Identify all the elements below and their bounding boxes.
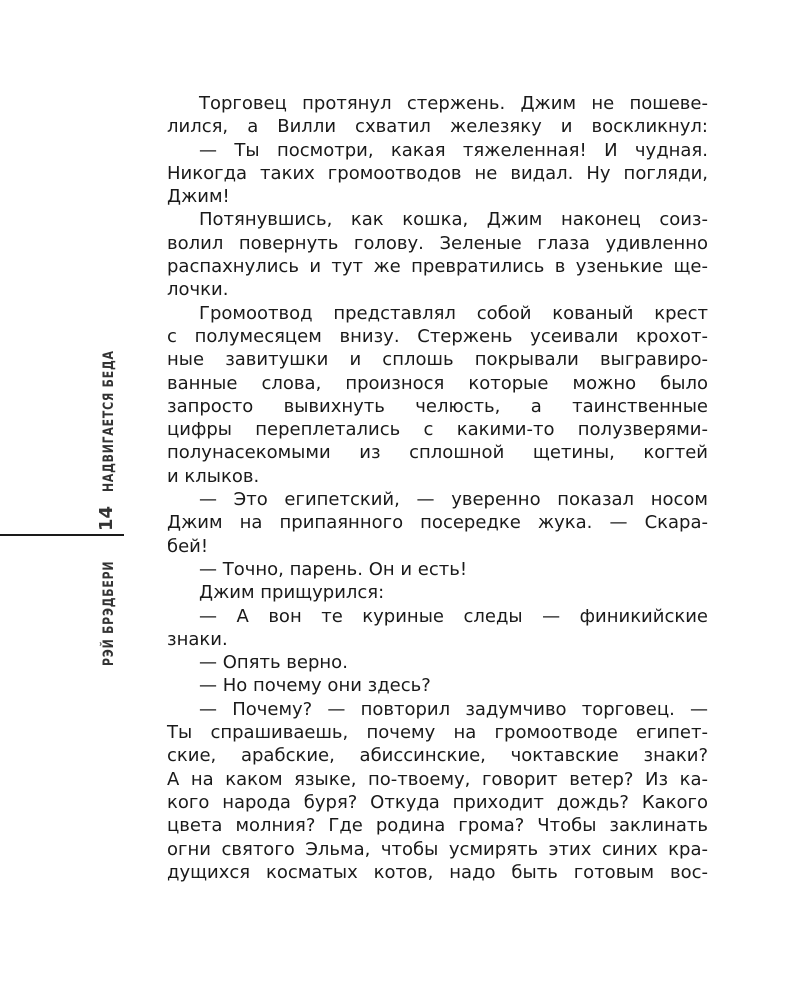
text-line: ские, арабские, абиссинские, чоктавские знаки?	[167, 745, 708, 767]
text-line: бей!	[167, 535, 209, 557]
text-line: с полумесяцем внизу. Стержень усеивали крохот-	[167, 325, 708, 347]
text-line: Джим!	[167, 186, 230, 208]
text-line: Джим на припаянного посередке жука. — Скара-	[167, 512, 708, 534]
book-title: НАДВИГАЕТСЯ БЕДА	[101, 350, 117, 492]
text-line: Громоотвод представлял собой кованый крест	[199, 302, 708, 324]
text-line: полунасекомыми из сплошной щетины, когтей	[167, 442, 708, 464]
text-line: и клыков.	[167, 465, 260, 487]
text-line: — Опять верно.	[199, 652, 348, 674]
text-line: Никогда таких громоотводов не видал. Ну погляди,	[167, 162, 708, 184]
body-text	[167, 92, 708, 884]
text-line: знаки.	[167, 628, 228, 650]
text-line: ванные слова, произнося которые можно было	[167, 372, 708, 394]
text-line: — Но почему они здесь?	[199, 675, 431, 697]
text-line: А на каком языке, по-твоему, говорит ветер? Из ка-	[167, 768, 708, 790]
text-line: ные завитушки и сплошь покрывали выгравиро-	[167, 349, 708, 371]
text-line: Джим прищурился:	[199, 582, 385, 604]
text-line: лился, а Вилли схватил железяку и воскликнул:	[167, 116, 708, 138]
text-line: распахнулись и тут же превратились в узенькие ще-	[167, 256, 708, 278]
text-line: цвета молния? Где родина грома? Чтобы заклинать	[167, 815, 708, 837]
text-line: — Ты посмотри, какая тяжеленная! И чудная.	[199, 139, 708, 161]
text-line: запросто вывихнуть челюсть, а таинственные	[167, 395, 708, 417]
text-line: Торговец протянул стержень. Джим не пошеве-	[199, 93, 708, 114]
text-line: — А вон те куриные следы — финикийские	[199, 605, 708, 627]
text-line: лочки.	[167, 279, 229, 301]
text-line: Ты спрашиваешь, почему на громоотводе египет-	[167, 722, 708, 744]
text-line: — Почему? — повторил задумчиво торговец. —	[199, 698, 708, 720]
page-number: 14	[96, 505, 117, 531]
text-line: — Это египетский, — уверенно показал носом	[199, 489, 708, 511]
text-line: кого народа буря? Откуда приходит дождь? Какого	[167, 791, 708, 813]
text-line: дущихся косматых котов, надо быть готовым вос-	[167, 861, 708, 883]
text-line: цифры переплетались с какими-то полузверями-	[167, 419, 708, 441]
running-head-rule	[0, 534, 124, 536]
author-name: РЭЙ БРЭДБЕРИ	[101, 560, 117, 666]
text-line: Потянувшись, как кошка, Джим наконец соиз-	[199, 209, 708, 231]
text-line: — Точно, парень. Он и есть!	[199, 558, 468, 580]
text-line: огни святого Эльма, чтобы усмирять этих синих кра-	[167, 838, 708, 860]
text-line: волил повернуть голову. Зеленые глаза удивленно	[167, 232, 708, 254]
